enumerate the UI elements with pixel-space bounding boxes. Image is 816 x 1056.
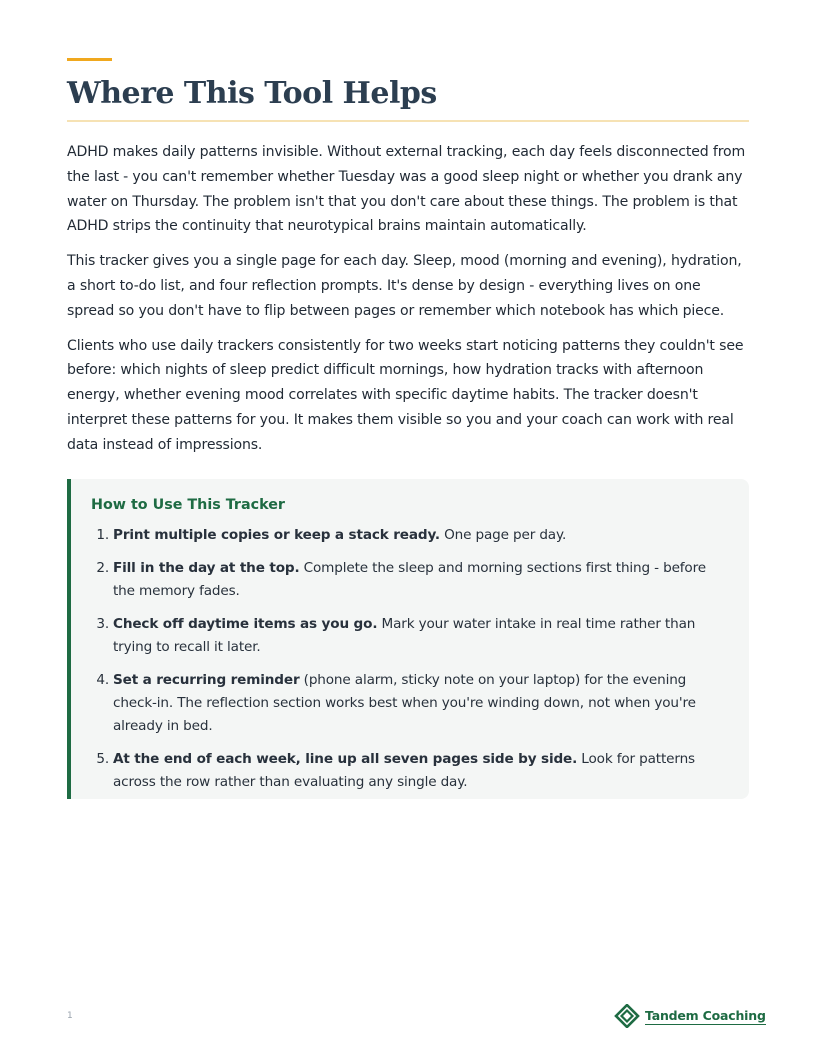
step-number: 5. bbox=[96, 751, 109, 767]
step-text: (phone alarm, sticky note on your laptop) for the evening check-in. The reflection section works best when you're winding down, not when you're already in bed. bbox=[113, 672, 696, 734]
step-item bbox=[96, 557, 729, 603]
brand-name: Tandem Coaching bbox=[645, 1007, 766, 1023]
step-bold-text: Print multiple copies or keep a stack ready. bbox=[113, 527, 440, 543]
step-text: Look for patterns across the row rather than evaluating any single day. bbox=[113, 751, 695, 790]
step-bold-text: Fill in the day at the top. bbox=[113, 560, 300, 576]
step-text: Mark your water intake in real time rather than trying to recall it later. bbox=[113, 616, 696, 655]
step-item bbox=[96, 669, 729, 738]
step-text: One page per day. bbox=[439, 527, 567, 543]
page-number: 1 bbox=[67, 1011, 73, 1021]
title-accent-bar bbox=[67, 58, 112, 61]
step-item bbox=[96, 613, 729, 659]
step-item bbox=[96, 524, 729, 547]
step-bold-text: Set a recurring reminder bbox=[113, 672, 300, 688]
intro-paragraph: ADHD makes daily patterns invisible. Without external tracking, each day feels disconnected from the last - you can't remember whether Tuesday was a good sleep night or whether you drank any water on Thursday. The problem isn't that you don't care about these things. The problem is that ADHD strips the continuity that neurotypical brains maintain automatically. bbox=[67, 144, 746, 235]
step-number: 4. bbox=[96, 672, 109, 688]
intro-paragraph: Clients who use daily trackers consistently for two weeks start noticing patterns they couldn't see before: which nights of sleep predict difficult mornings, how hydration tracks with afternoon energy, whether evening mood correlates with specific daytime habits. The tracker doesn't interpret these patterns for you. It makes them visible so you and your coach can work with real data instead of impressions. bbox=[67, 337, 744, 453]
how-to-use-callout bbox=[67, 479, 749, 799]
intro-paragraph: This tracker gives you a single page for each day. Sleep, mood (morning and evening), hydration, a short to-do list, and four reflection prompts. It's dense by design - everything lives on one spread so you don't have to flip between pages or remember which notebook has which piece. bbox=[67, 253, 742, 319]
step-number: 2. bbox=[96, 560, 109, 576]
step-text: Complete the sleep and morning sections first thing - before the memory fades. bbox=[113, 560, 706, 599]
title-divider bbox=[67, 120, 749, 122]
callout-title: How to Use This Tracker bbox=[91, 497, 285, 513]
brand-logo-lockup bbox=[614, 1004, 766, 1028]
page-title: Where This Tool Helps bbox=[67, 76, 437, 111]
step-bold-text: Check off daytime items as you go. bbox=[113, 616, 378, 632]
diamond-logo-icon bbox=[614, 1004, 642, 1028]
steps-list bbox=[91, 524, 729, 794]
intro-section bbox=[67, 140, 749, 468]
step-bold-text: At the end of each week, line up all seven pages side by side. bbox=[113, 751, 578, 767]
step-number: 1. bbox=[96, 527, 109, 543]
step-number: 3. bbox=[96, 616, 109, 632]
step-item bbox=[96, 748, 729, 794]
